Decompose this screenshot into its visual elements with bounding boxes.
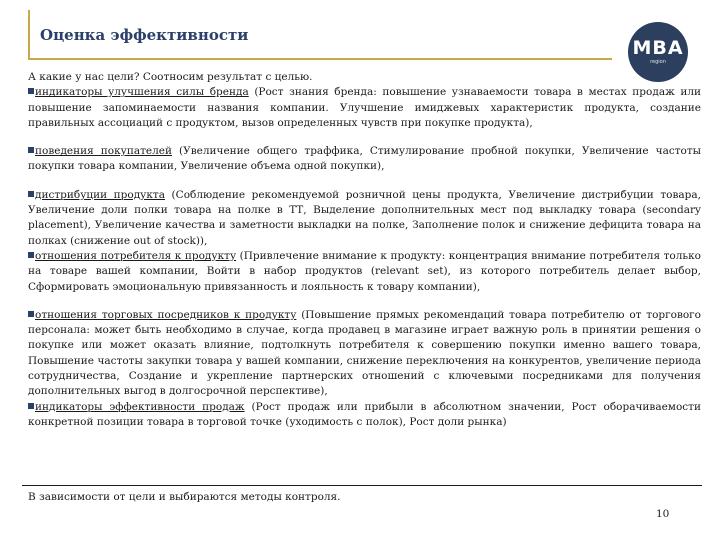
square-bullet-icon	[28, 191, 34, 197]
list-item	[28, 308, 701, 400]
item-body: (Повышение прямых рекомендаций товара потребителю от торгового персонала: может быть необходимо в случае, когда продавец в магазине играет важную роль в принятии решения о покупке или может оказать влияние, подтолкнуть потребителя к совершению покупки именно вашего товара, Повышение частоты закупки товара у вашей компании, снижение переключения на конкурентов, увеличение периода сотрудничества, Создание и укрепление партнерских отношений с ключевыми посредниками для получения дополнительных выгод в долгосрочной перспективе),	[28, 308, 701, 398]
slide-content	[28, 70, 701, 430]
item-lead: индикаторы эффективности продаж	[35, 400, 245, 413]
square-bullet-icon	[28, 403, 34, 409]
logo-mark: MBA	[632, 37, 684, 59]
intro-text: А какие у нас цели? Соотносим результат с целью.	[28, 71, 313, 83]
item-lead: поведения покупателей	[35, 145, 173, 158]
footer-divider	[22, 485, 702, 486]
square-bullet-icon	[28, 252, 34, 258]
list-item	[28, 144, 701, 175]
item-body: (Рост знания бренда: повышение узнаваемости товара в местах продаж или повышение запоминаемости названия компании. Улучшение имиджевых характеристик продукта, создание правильных ассоциаций с продуктом, вызов определенных чувств при покупке продукта),	[28, 86, 701, 129]
square-bullet-icon	[28, 88, 34, 94]
list-item	[28, 85, 701, 131]
list-item	[28, 249, 701, 295]
square-bullet-icon	[28, 311, 34, 317]
item-lead: отношения торговых посредников к продукту	[35, 308, 297, 321]
item-body: (Рост продаж или прибыли в абсолютном значении, Рост оборачиваемости конкретной позиции товара в торговой точке (уходимость с полок), Рост доли рынка)	[28, 400, 701, 428]
page-title: Оценка эффективности	[40, 26, 249, 44]
page-number: 10	[656, 508, 670, 520]
item-body: (Увеличение общего траффика, Стимулирование пробной покупки, Увеличение частоты покупки товара компании, Увеличение объема одной покупки),	[28, 145, 702, 173]
list-item	[28, 188, 701, 249]
footer-text: В зависимости от цели и выбираются методы контроля.	[28, 491, 341, 503]
item-body: (Соблюдение рекомендуемой розничной цены продукта, Увеличение дистрибуции товара, Увеличение доли полки товара на полке в ТТ, Выделение дополнительных мест под выкладку товара (secondary placement), Увеличение качества и заметности выкладки на полке, Заполнение полок и снижение дефицита товара на полках (снижение out of stock)),	[28, 188, 701, 247]
list-item	[28, 400, 701, 431]
logo-subtitle: region	[650, 59, 666, 65]
item-lead: индикаторы улучшения силы бренда	[35, 86, 249, 99]
item-body: (Привлечение внимание к продукту: концентрация внимание потребителя только на товаре вашей компании, Войти в набор продуктов (relevant set), из которого потребитель делает выбор, Сформировать эмоциональную привязанность и лояльность к товару компании),	[28, 249, 701, 293]
item-lead: отношения потребителя к продукту	[35, 249, 237, 262]
item-lead: дистрибуции продукта	[35, 188, 165, 201]
square-bullet-icon	[28, 147, 34, 153]
